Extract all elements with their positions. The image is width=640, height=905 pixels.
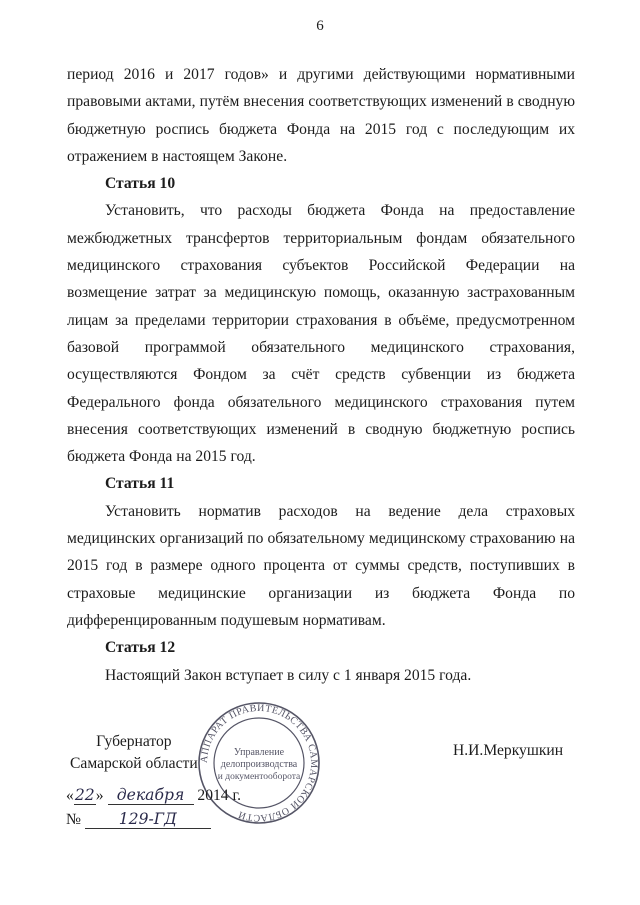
page-number: 6 — [316, 18, 324, 34]
position-line: Губернатор — [96, 733, 172, 750]
seal-inner-line: и документооборота — [217, 772, 301, 782]
document-body — [67, 61, 575, 689]
seal-outer-text: АППАРАТ ПРАВИТЕЛЬСТВА САМАРСКОЙ ОБЛАСТИ — [198, 702, 320, 824]
document-number — [66, 810, 211, 829]
article-heading: Статья 10 — [105, 175, 176, 193]
number-prefix: № — [66, 811, 81, 828]
signatory-position — [70, 731, 198, 775]
position-line: Самарской области — [70, 755, 198, 772]
article-heading: Статья 12 — [105, 639, 176, 657]
date-month: декабря — [108, 786, 194, 805]
body-paragraph: Установить норматив расходов на ведение дела страховых медицинских организаций по обязательному медицинскому страхованию на 2015 год в размере одного процента от суммы средств, поступивших в страховые медицинские организации из бюджета Фонда по дифференцированным подушевым нормативам. — [67, 502, 575, 629]
date-year: 2014 г. — [197, 787, 242, 804]
date-day: 22 — [74, 786, 95, 804]
article-heading: Статья 11 — [105, 475, 175, 493]
body-paragraph: Установить, что расходы бюджета Фонда на предоставление межбюджетных трансфертов территориальным фондам обязательного медицинского страхования субъектов Российской Федерации на возмещение затрат за медицинскую помощь, оказанную застрахованным лицам за пределами территории страхования в объёме, предусмотренном базовой программой обязательного медицинского страхования, осуществляются Фондом за счёт средств субвенции из бюджета Федерального фонда обязательного медицинского страхования путем внесения соответствующих изменений в сводную бюджетную роспись бюджета Фонда на 2015 год. — [67, 202, 575, 466]
official-seal — [196, 700, 322, 826]
seal-inner-line: Управление — [233, 747, 285, 758]
date-close-quote: » — [95, 787, 104, 804]
body-paragraph: Настоящий Закон вступает в силу с 1 января 2015 года. — [105, 666, 472, 684]
signing-date — [66, 786, 241, 805]
body-paragraph: период 2016 и 2017 годов» и другими действующими нормативными правовыми актами, путём внесения соответствующих изменений в сводную бюджетную роспись бюджета Фонда на 2015 год с последующим их отражением в настоящем Законе. — [67, 66, 575, 165]
signer-name: Н.И.Меркушкин — [453, 742, 564, 759]
number-value: 129-ГД — [85, 810, 211, 829]
seal-inner-line: делопроизводства — [220, 759, 298, 770]
signature-block — [0, 700, 640, 860]
date-open-quote: « — [66, 787, 74, 804]
